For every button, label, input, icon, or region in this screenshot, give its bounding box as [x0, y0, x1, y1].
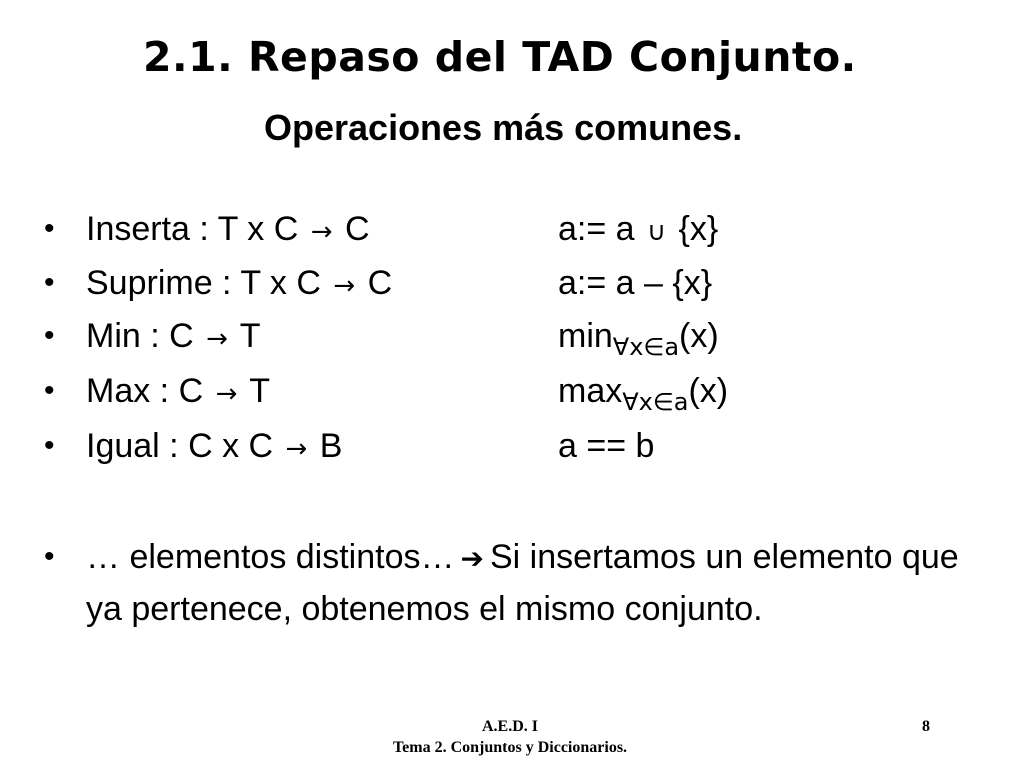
right-arrow-icon: →: [285, 434, 308, 464]
bullet-icon: •: [44, 319, 55, 352]
definition-prefix: a == b: [558, 427, 655, 465]
definition-suffix: (x): [679, 317, 719, 355]
operation-row-suprime: [0, 257, 1024, 309]
bold-arrow-icon: ➔: [460, 542, 484, 575]
definition-prefix: a:= a: [558, 210, 645, 248]
definition-prefix: max: [558, 372, 623, 410]
operation-row-inserta: [0, 203, 1024, 255]
definition-suffix: {x}: [669, 210, 719, 248]
signature-prefix: Igual : C x C: [86, 427, 283, 465]
bullet-icon: •: [44, 540, 55, 573]
bullet-icon: •: [44, 429, 55, 462]
note-text: [86, 532, 986, 634]
note-part1: … elementos distintos…: [86, 538, 455, 576]
footer-topic: Tema 2. Conjuntos y Diccionarios.: [392, 739, 628, 756]
forall-subscript: ∀x∈a: [622, 388, 689, 416]
operation-signature: [86, 420, 342, 475]
definition-prefix: a:= a – {x}: [558, 264, 713, 302]
operation-row-max: [0, 365, 1024, 417]
signature-suffix: B: [310, 427, 343, 465]
signature-prefix: Suprime : T x C: [86, 264, 331, 302]
operation-signature: [86, 203, 370, 258]
signature-prefix: Max : C: [86, 372, 213, 410]
operation-signature: [86, 365, 270, 420]
footer-course: A.E.D. I: [481, 718, 538, 735]
right-arrow-icon: →: [333, 271, 356, 301]
operation-row-min: [0, 310, 1024, 362]
definition-prefix: min: [558, 317, 613, 355]
right-arrow-icon: →: [310, 217, 333, 247]
bullet-icon: •: [44, 374, 55, 407]
footer: [340, 716, 680, 758]
operation-definition: [558, 420, 654, 472]
page-number: 8: [922, 718, 930, 735]
union-icon: ∪: [647, 217, 667, 247]
signature-suffix: T: [240, 372, 270, 410]
operation-definition: [558, 257, 712, 309]
operation-definition: [558, 203, 718, 258]
operation-signature: [86, 310, 261, 365]
signature-suffix: T: [230, 317, 261, 355]
slide-title: 2.1. Repaso del TAD Conjunto.: [143, 33, 857, 81]
signature-suffix: C: [358, 264, 393, 302]
definition-suffix: (x): [688, 372, 729, 410]
operation-definition: [558, 310, 719, 365]
operation-definition: [558, 365, 728, 420]
signature-suffix: C: [335, 210, 370, 248]
right-arrow-icon: →: [206, 324, 228, 354]
forall-subscript: ∀x∈a: [612, 333, 680, 361]
operation-signature: [86, 257, 392, 312]
bullet-icon: •: [44, 266, 55, 299]
slide-subtitle: Operaciones más comunes.: [264, 107, 743, 148]
signature-prefix: Min : C: [86, 317, 204, 355]
right-arrow-icon: →: [215, 379, 238, 409]
operation-row-igual: [0, 420, 1024, 472]
note-part2: Si insertamos un elemento que ya pertenece, obtenemos el mismo conjunto.: [86, 538, 959, 628]
signature-prefix: Inserta : T x C: [86, 210, 308, 248]
bullet-icon: •: [44, 212, 55, 245]
